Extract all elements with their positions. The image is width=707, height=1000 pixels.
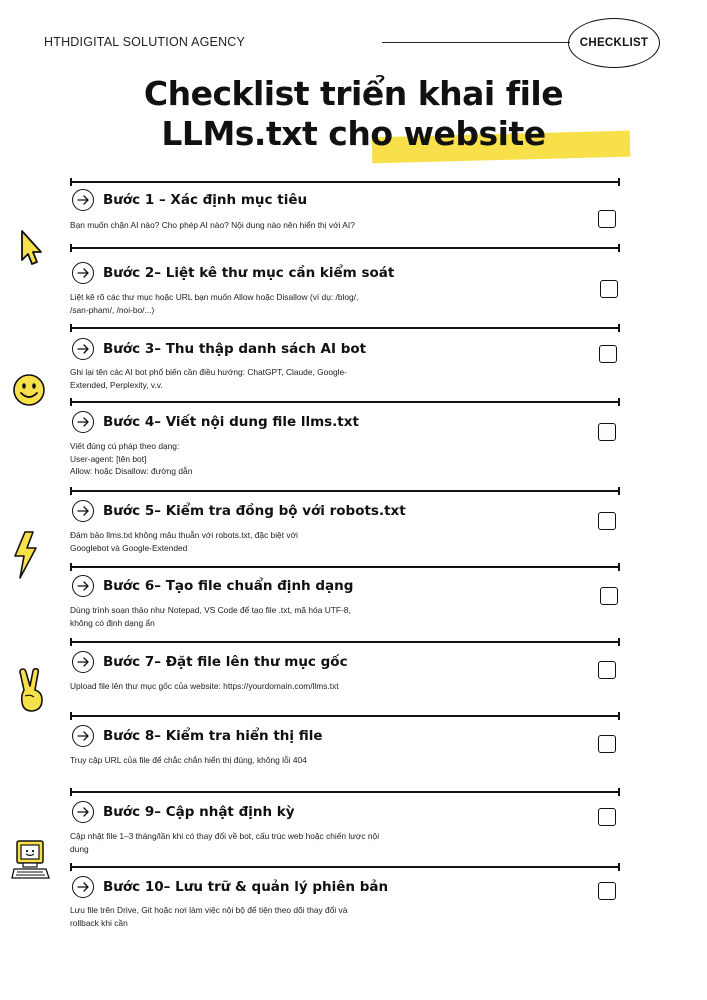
step-divider — [70, 866, 620, 868]
checkbox-icon[interactable] — [599, 345, 617, 363]
step-title: Bước 3– Thu thập danh sách AI bot — [103, 341, 367, 357]
arrow-right-circle-icon — [72, 189, 94, 211]
step-description: Ghi lại tên các AI bot phổ biến cần điều hướng: ChatGPT, Claude, Google- Extended, Perplexity, v.v. — [70, 367, 347, 390]
checkbox-icon[interactable] — [598, 210, 616, 228]
smiley-icon — [12, 373, 46, 407]
arrow-right-circle-icon — [72, 725, 94, 747]
arrow-right-circle-icon — [72, 575, 94, 597]
checkbox-icon[interactable] — [598, 882, 616, 900]
computer-icon — [11, 838, 51, 882]
step-divider — [70, 247, 620, 249]
arrow-right-circle-icon — [72, 801, 94, 823]
page-title-line-2: LLMs.txt cho website — [161, 114, 546, 153]
step-description: Lưu file trên Drive, Git hoặc nơi làm việc nội bộ để tiện theo dõi thay đổi và rollback khi cần — [70, 905, 348, 928]
peace-hand-icon — [16, 668, 48, 714]
step-divider — [70, 715, 620, 717]
step-title: Bước 9– Cập nhật định kỳ — [103, 804, 295, 820]
checklist-tag: CHECKLIST — [568, 18, 660, 68]
step-title: Bước 2– Liệt kê thư mục cần kiểm soát — [103, 265, 395, 281]
step-title: Bước 7– Đặt file lên thư mục gốc — [103, 654, 348, 670]
step-divider — [70, 490, 620, 492]
arrow-right-circle-icon — [72, 262, 94, 284]
step-description: Đảm bảo llms.txt không mâu thuẫn với robots.txt, đặc biệt với Googlebot và Google-Extended — [70, 530, 298, 553]
checkbox-icon[interactable] — [600, 587, 618, 605]
step-title: Bước 10– Lưu trữ & quản lý phiên bản — [103, 879, 389, 895]
step-description: Cập nhật file 1–3 tháng/lần khi có thay đổi về bot, cấu trúc web hoặc chiến lược nội dung — [70, 831, 380, 854]
step-title: Bước 8– Kiểm tra hiển thị file — [103, 728, 323, 744]
arrow-right-circle-icon — [72, 500, 94, 522]
step-description: Dùng trình soạn thảo như Notepad, VS Code để tạo file .txt, mã hóa UTF-8, không có định dạng ẩn — [70, 605, 351, 628]
step-description: Bạn muốn chặn AI nào? Cho phép AI nào? Nội dung nào nên hiển thị với AI? — [70, 220, 355, 230]
step-divider — [70, 641, 620, 643]
step-divider — [70, 327, 620, 329]
step-divider — [70, 181, 620, 183]
arrow-right-circle-icon — [72, 411, 94, 433]
arrow-right-circle-icon — [72, 651, 94, 673]
step-divider — [70, 791, 620, 793]
arrow-right-circle-icon — [72, 338, 94, 360]
step-title: Bước 6– Tạo file chuẩn định dạng — [103, 578, 354, 594]
step-description: Viết đúng cú pháp theo dạng: User-agent: [tên bot] Allow: hoặc Disallow: đường dẫn — [70, 441, 193, 476]
header-line — [382, 42, 570, 43]
lightning-icon — [11, 530, 39, 580]
arrow-right-circle-icon — [72, 876, 94, 898]
checkbox-icon[interactable] — [598, 423, 616, 441]
step-title: Bước 1 – Xác định mục tiêu — [103, 192, 308, 208]
step-divider — [70, 401, 620, 403]
cursor-icon — [17, 228, 43, 268]
step-title: Bước 5– Kiểm tra đồng bộ với robots.txt — [103, 503, 406, 519]
step-description: Upload file lên thư mục gốc của website: https://yourdomain.com/llms.txt — [70, 681, 339, 691]
checkbox-icon[interactable] — [598, 735, 616, 753]
checkbox-icon[interactable] — [600, 280, 618, 298]
step-description: Truy cập URL của file để chắc chắn hiển thị đúng, không lỗi 404 — [70, 755, 307, 765]
step-divider — [70, 566, 620, 568]
step-description: Liệt kê rõ các thư mục hoặc URL bạn muốn Allow hoặc Disallow (ví dụ: /blog/, /san-pham/, /noi-bo/...) — [70, 292, 359, 315]
step-title: Bước 4– Viết nội dung file llms.txt — [103, 414, 359, 430]
page-title-line-1: Checklist triển khai file — [143, 74, 564, 113]
checkbox-icon[interactable] — [598, 512, 616, 530]
agency-name: HTHDIGITAL SOLUTION AGENCY — [44, 35, 246, 49]
checkbox-icon[interactable] — [598, 661, 616, 679]
checkbox-icon[interactable] — [598, 808, 616, 826]
